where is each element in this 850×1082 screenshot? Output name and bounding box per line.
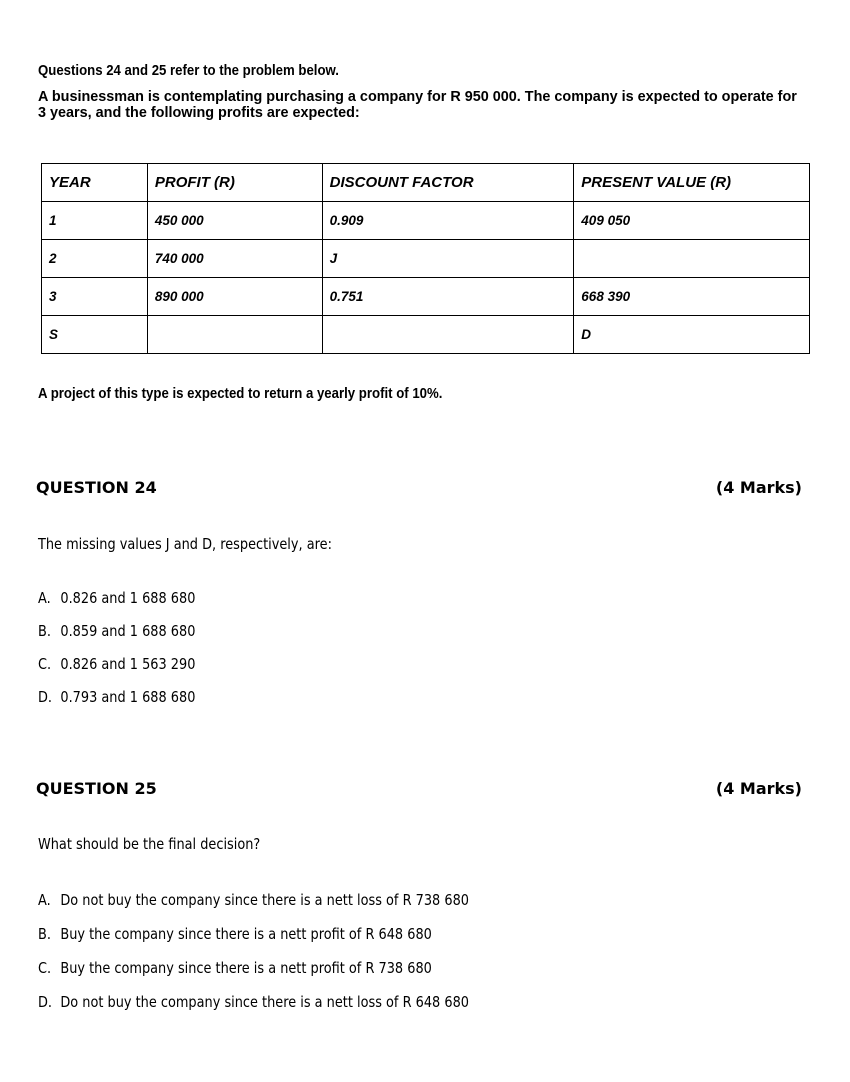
option-letter: B. xyxy=(38,622,51,640)
option-letter: C. xyxy=(38,655,52,673)
option-letter: A. xyxy=(38,589,51,607)
question-25-option-d[interactable] xyxy=(38,993,469,1011)
question-25-header xyxy=(36,779,802,798)
option-letter: B. xyxy=(38,925,51,943)
question-24-header xyxy=(36,478,802,497)
option-letter: A. xyxy=(38,891,51,909)
table-cell: 668 390 xyxy=(574,278,810,316)
table-cell: 1 xyxy=(42,202,148,240)
header-present-value: PRESENT VALUE (R) xyxy=(574,164,810,202)
header-discount-factor: DISCOUNT FACTOR xyxy=(322,164,574,202)
question-25-option-c[interactable] xyxy=(38,959,432,977)
question-25-title: QUESTION 25 xyxy=(36,779,157,798)
option-text: Do not buy the company since there is a nett loss of R 648 680 xyxy=(60,993,469,1011)
question-25-stem: What should be the final decision? xyxy=(38,835,261,853)
table-cell: 890 000 xyxy=(147,278,322,316)
question-24-option-b[interactable] xyxy=(38,622,195,640)
header-year: YEAR xyxy=(42,164,148,202)
option-text: 0.826 and 1 563 290 xyxy=(60,655,196,673)
question-25-marks: (4 Marks) xyxy=(715,779,802,798)
table-header-row xyxy=(42,164,810,202)
problem-intro xyxy=(38,62,838,121)
question-24-option-c[interactable] xyxy=(38,655,195,673)
table-cell: 0.751 xyxy=(322,278,574,316)
question-25-option-b[interactable] xyxy=(38,925,432,943)
table-cell: 2 xyxy=(42,240,148,278)
table-row xyxy=(42,240,810,278)
table-cell: 409 050 xyxy=(574,202,810,240)
question-24-marks: (4 Marks) xyxy=(715,478,802,497)
option-letter: D. xyxy=(38,688,53,706)
table-row xyxy=(42,316,810,354)
question-25-option-a[interactable] xyxy=(38,891,469,909)
option-text: 0.859 and 1 688 680 xyxy=(60,622,196,640)
option-text: Do not buy the company since there is a nett loss of R 738 680 xyxy=(60,891,469,909)
question-24-stem: The missing values J and D, respectively, are: xyxy=(38,535,332,553)
question-24-option-d[interactable] xyxy=(38,688,195,706)
present-value-table xyxy=(41,163,810,354)
option-letter: C. xyxy=(38,959,52,977)
intro-description: A businessman is contemplating purchasing a company for R 950 000. The company is expected to operate for 3 years, and the following profits are expected: xyxy=(38,88,797,121)
table-cell: 0.909 xyxy=(322,202,574,240)
header-profit: PROFIT (R) xyxy=(147,164,322,202)
option-text: 0.826 and 1 688 680 xyxy=(60,589,196,607)
table-cell xyxy=(147,316,322,354)
table-cell xyxy=(574,240,810,278)
table-cell: D xyxy=(574,316,810,354)
table-cell: 3 xyxy=(42,278,148,316)
table-row xyxy=(42,278,810,316)
intro-heading: Questions 24 and 25 refer to the problem below. xyxy=(38,62,339,79)
table-row xyxy=(42,202,810,240)
table-cell xyxy=(322,316,574,354)
return-note: A project of this type is expected to return a yearly profit of 10%. xyxy=(38,385,443,402)
option-text: Buy the company since there is a nett profit of R 738 680 xyxy=(60,959,432,977)
question-24-option-a[interactable] xyxy=(38,589,195,607)
table-cell: 740 000 xyxy=(147,240,322,278)
option-text: Buy the company since there is a nett profit of R 648 680 xyxy=(60,925,432,943)
table-cell: S xyxy=(42,316,148,354)
option-text: 0.793 and 1 688 680 xyxy=(60,688,196,706)
option-letter: D. xyxy=(38,993,53,1011)
table-cell: 450 000 xyxy=(147,202,322,240)
table-cell: J xyxy=(322,240,574,278)
question-24-title: QUESTION 24 xyxy=(36,478,157,497)
